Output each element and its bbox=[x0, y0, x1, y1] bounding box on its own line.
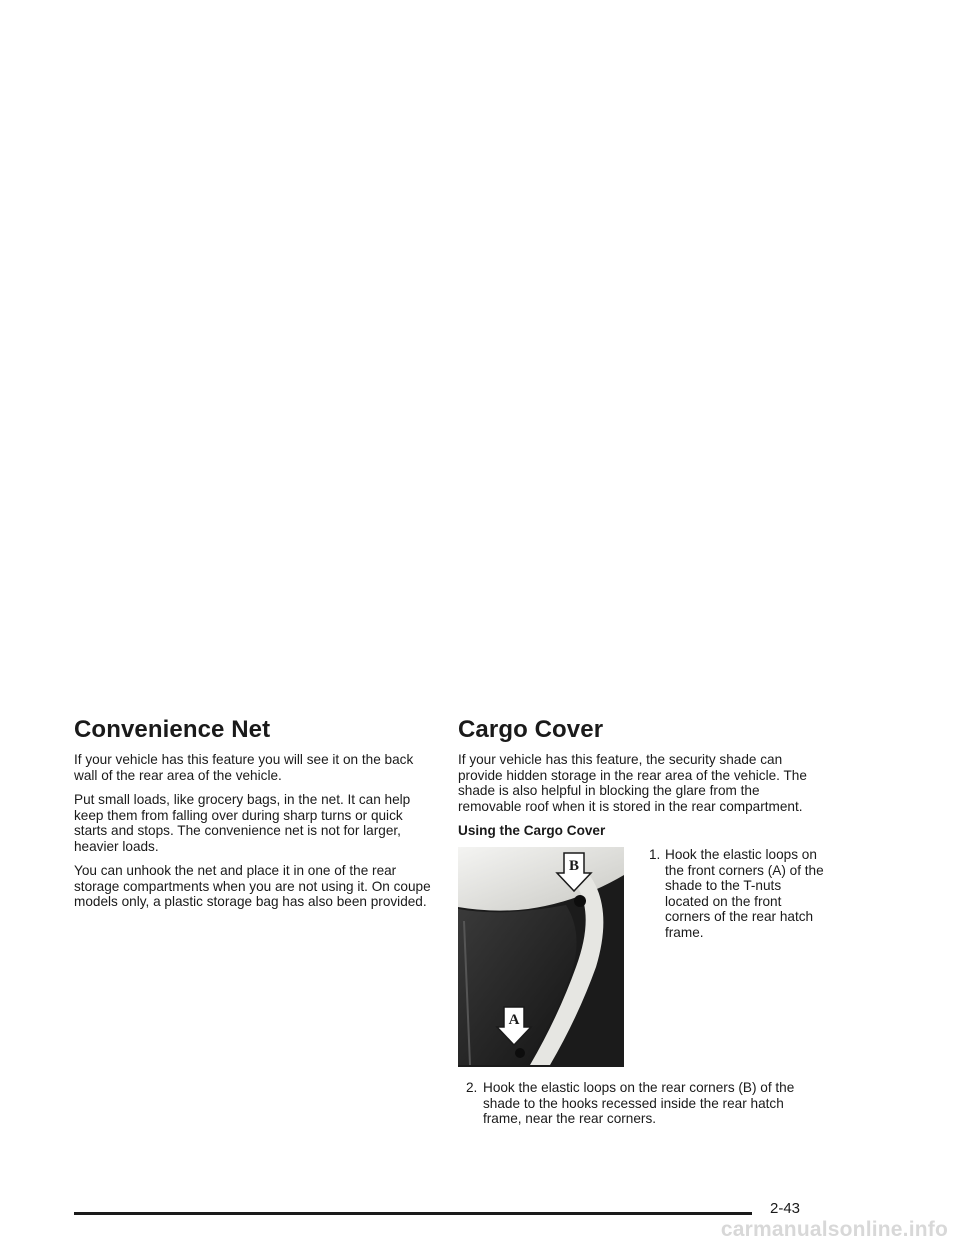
cargo-cover-illustration bbox=[458, 847, 624, 1067]
convenience-net-paragraph-3: You can unhook the net and place it in one of the rear storage compartments when you are not using it. On coupe models only, a plastic storage bag has also been provided. bbox=[74, 863, 431, 909]
step-2-text: Hook the elastic loops on the rear corners (B) of the shade to the hooks recessed inside the rear hatch frame, near the rear corners. bbox=[483, 1080, 795, 1126]
callout-a-label: A bbox=[508, 1012, 520, 1028]
step-2-number: 2. bbox=[466, 1080, 478, 1095]
step-1-number: 1. bbox=[649, 847, 661, 862]
using-cargo-cover-subheading: Using the Cargo Cover bbox=[458, 823, 606, 838]
step-1-text: Hook the elastic loops on the front corners (A) of the shade to the T-nuts located on the front corners of the rear hatch frame. bbox=[665, 847, 824, 940]
step-1 bbox=[649, 847, 824, 940]
footer-rule bbox=[74, 1212, 752, 1215]
step-2 bbox=[458, 1080, 823, 1127]
watermark: carmanualsonline.info bbox=[720, 1218, 948, 1241]
callout-b-label: B bbox=[568, 858, 580, 874]
convenience-net-section bbox=[74, 716, 436, 919]
convenience-net-heading: Convenience Net bbox=[74, 716, 271, 743]
figure-row bbox=[458, 847, 822, 1068]
cargo-cover-intro: If your vehicle has this feature, the security shade can provide hidden storage in the rear area of the vehicle. The shade is also helpful in blocking the glare from the removable roof when it is stored in the rear compartment. bbox=[458, 752, 807, 814]
front-tnut-a bbox=[515, 1048, 525, 1058]
page-number: 2-43 bbox=[770, 1200, 801, 1217]
cargo-cover-heading: Cargo Cover bbox=[458, 716, 604, 743]
convenience-net-paragraph-2: Put small loads, like grocery bags, in the net. It can help keep them from falling over during sharp turns or quick starts and stops. The convenience net is not for larger, heavier loads. bbox=[74, 792, 411, 854]
convenience-net-paragraph-1: If your vehicle has this feature you will see it on the back wall of the rear area of the vehicle. bbox=[74, 752, 414, 783]
rear-hook-b bbox=[574, 895, 586, 907]
cargo-cover-section bbox=[458, 716, 822, 1127]
